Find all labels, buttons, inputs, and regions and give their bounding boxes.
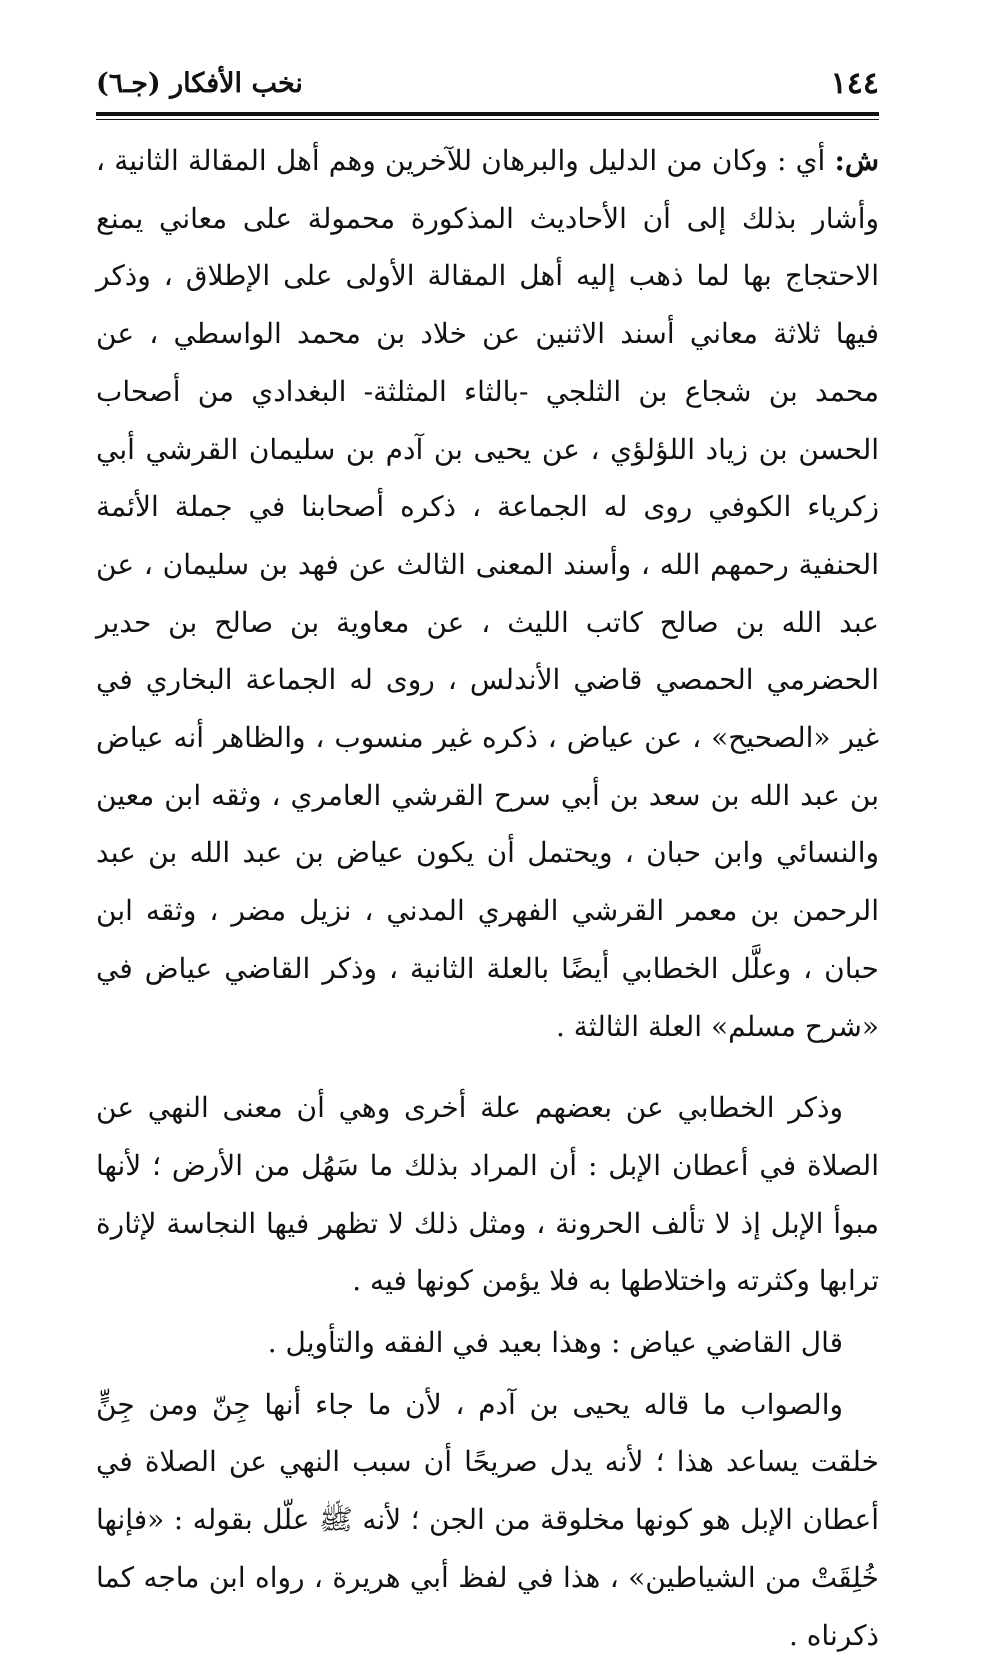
paragraph-text: قال القاضي عياض : وهذا بعيد في الفقه والتأويل . — [267, 1326, 843, 1360]
paragraph-khattabi — [96, 1079, 879, 1310]
paragraph-text: والصواب ما قاله يحيى بن آدم ، لأن ما جاء أنها جِنّ ومن جِنٍّ خلقت يساعد هذا ؛ لأنه يدل صريحًا أن سبب النهي عن الصلاة في أعطان الإبل هو كونها مخلوقة من الجن ؛ لأنه ﷺ علّل بقوله : «فإنها خُلِقَتْ من الشياطين» ، هذا في لفظ أبي هريرة ، رواه ابن ماجه كما ذكرناه . — [96, 1387, 879, 1652]
paragraph-commentary — [96, 132, 879, 1055]
paragraph-text: أي : وكان من الدليل والبرهان للآخرين وهم أهل المقالة الثانية ، وأشار بذلك إلى أن الأحاديث المذكورة محمولة على معاني يمنع الاحتجاج بها لما ذهب إليه أهل المقالة الأولى على الإطلاق ، وذكر فيها ثلاثة معاني أسند الاثنين عن خلاد بن محمد الواسطي ، عن محمد بن شجاع بن الثلجي -بالثاء المثلثة- البغدادي من أصحاب الحسن بن زياد اللؤلؤي ، عن يحيى بن آدم بن سليمان القرشي أبي زكرياء الكوفي روى له الجماعة ، ذكره أصحابنا في جملة الأئمة الحنفية رحمهم الله ، وأسند المعنى الثالث عن فهد بن سليمان ، عن عبد الله بن صالح كاتب الليث ، عن معاوية بن صالح بن حدير الحضرمي الحمصي قاضي الأندلس ، روى له الجماعة البخاري في غير «الصحيح» ، عن عياض ، ذكره غير منسوب ، والظاهر أنه عياض بن عبد الله بن سعد بن أبي سرح القرشي العامري ، وثقه ابن معين والنسائي وابن حبان ، ويحتمل أن يكون عياض بن عبد الله بن عبد الرحمن بن معمر القرشي الفهري المدني ، نزيل مضر ، وثقه ابن حبان ، وعلَّل الخطابي أيضًا بالعلة الثانية ، وذكر القاضي عياض في «شرح مسلم» العلة الثالثة . — [96, 144, 879, 1043]
commentary-marker: ش: — [834, 144, 879, 177]
running-title: نخب الأفكار (جـ٦) — [96, 68, 303, 99]
body-text — [96, 132, 879, 1664]
header-rule-thin — [96, 119, 879, 120]
page-header — [96, 62, 879, 112]
page-number: ١٤٤ — [830, 66, 879, 101]
paragraph-conclusion — [96, 1376, 879, 1664]
paragraph-qadi-iyad — [96, 1314, 879, 1372]
header-rule-thick — [96, 112, 879, 116]
paragraph-text: وذكر الخطابي عن بعضهم علة أخرى وهي أن معنى النهي عن الصلاة في أعطان الإبل : أن المراد بذلك ما سَهُل من الأرض ؛ لأنها مبوأ الإبل إذ لا تألف الحرونة ، ومثل ذلك لا تظهر فيها النجاسة لإثارة ترابها وكثرته واختلاطها به فلا يؤمن كونها فيه . — [96, 1091, 879, 1298]
